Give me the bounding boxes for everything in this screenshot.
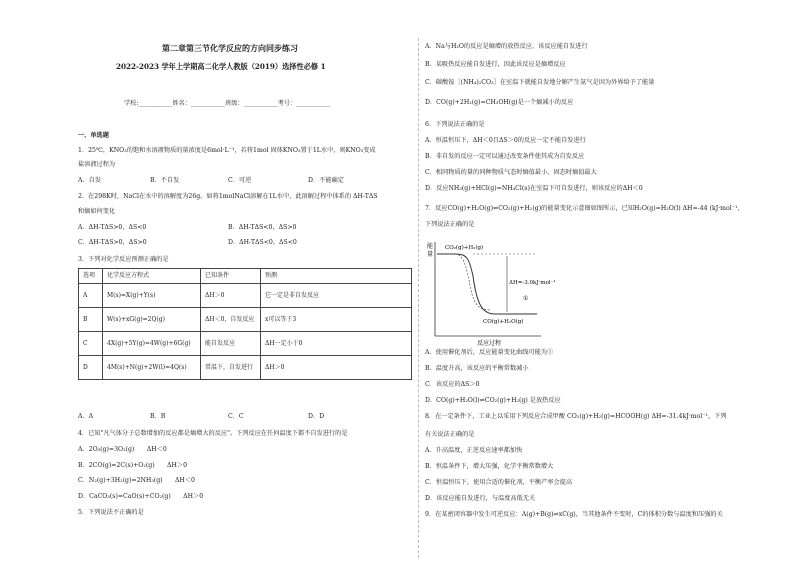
- q2-option-c: C．ΔH-TΔS>0，ΔS>0: [78, 239, 147, 246]
- q4-option-a: A．2O₃(g)=3O₂(g) ΔH＜0: [78, 446, 167, 453]
- q6-option-a: A．恒温恒压下，ΔH＜0且ΔS＞0的反应一定不能自发进行: [425, 137, 586, 144]
- q6-option-d: D．反应NH₃(g)+HCl(g)=NH₄Cl(s)在室温下可自发进行，则该反应的ΔH＜0: [425, 185, 643, 192]
- q5-option-a: A．Na与H₂O的反应是熵增的放热反应，该反应能自发进行: [425, 43, 588, 50]
- catalyst-curve: [455, 254, 491, 310]
- table-cell: B: [79, 308, 103, 332]
- section-heading: 一、单选题: [78, 132, 109, 139]
- y-axis-label-1: 能: [427, 243, 434, 250]
- top-level-label: CO₂(g)+H₂(g): [445, 245, 484, 251]
- table-cell: 能自发反应: [201, 332, 261, 356]
- q3-stem: 3．下列对化学反应预测正确的是: [78, 256, 169, 263]
- q5-option-b: B．某吸热反应能自发进行，因此该反应是熵增反应: [425, 61, 566, 68]
- q7-option-a: A．使用催化剂后，反应能量变化曲线可能为①: [425, 349, 554, 356]
- table-cell: C: [79, 332, 103, 356]
- page-title: 第二章第三节化学反应的方向同步练习: [162, 43, 298, 53]
- q1-option-d: D．不能确定: [308, 177, 344, 184]
- table-cell: ΔH＜0，自发反应: [201, 308, 261, 332]
- q8-option-b: B．恒温条件下，增大压强，化学平衡常数增大: [425, 463, 554, 470]
- q2-option-b: B．ΔH-TΔS<0，ΔS>0: [228, 224, 297, 231]
- table-cell: 常温下，自发进行: [201, 356, 261, 380]
- table-cell: ΔH＞0: [261, 356, 412, 380]
- table-row: [79, 356, 412, 380]
- student-info: 学校:___________姓名：___________班级：___________考号：___________: [124, 100, 331, 107]
- q5-stem: 5．下列说法不正确的是: [78, 509, 144, 516]
- x-axis-label: 反应过程: [477, 340, 502, 347]
- page-subtitle: 2022-2023 学年上学期高二化学人教版（2019）选择性必修 1: [116, 62, 326, 71]
- q7-option-c: C．该反应的ΔS＞0: [425, 381, 480, 388]
- q1-stem-line2: 盐溶液过程为: [78, 161, 116, 168]
- table-cell: A: [79, 284, 103, 308]
- q2-stem-line1: 2．在298K时，NaCl在水中的溶解度为26g。如将1molNaCl溶解在1L水中，此溶解过程中体系的 ΔH-TΔS: [78, 193, 378, 200]
- q3-table: [78, 268, 412, 380]
- q1-option-c: C．可逆: [228, 177, 252, 184]
- q5-option-c: C．碳酸铵［(NH₄)₂CO₃］在室温下就能自发地分解产生氨气是因为外界给予了能量: [425, 79, 655, 86]
- column-divider: [418, 38, 419, 558]
- q6-option-b: B．非自发的反应一定可以通过改变条件使其成为自发反应: [425, 153, 585, 160]
- q3-header-cell: 预测: [261, 269, 412, 284]
- table-cell: W(s)+xG(g)=2Q(g): [103, 308, 201, 332]
- table-row: [79, 332, 412, 356]
- q4-stem: 4．已知"凡气体分子总数增加的反应都是熵增大的反应"。下列反应在任何温度下都不自发进行的是: [78, 430, 348, 437]
- table-cell: 4M(s)+N(g)+2W(l)=4Q(s): [103, 356, 201, 380]
- table-cell: ΔH＞0: [201, 284, 261, 308]
- q6-option-c: C．相同物质的量的同种物质气态时熵值最小，固态时熵值最大: [425, 169, 597, 176]
- q5-option-d: D．CO(g)+2H₂(g)=CH₃OH(g)是一个熵减小的反应: [425, 99, 574, 106]
- q8-option-d: D．该反应能自发进行，与温度高低无关: [425, 495, 536, 502]
- q8-stem-line1: 8．在一定条件下，工业上以采用下列反应合成甲酸 CO₂(g)+H₂(g)=HCOOH(g) ΔH=-31.4kJ·mol⁻¹，下列: [425, 413, 727, 420]
- table-cell: M(s)=X(g)+Y(s): [103, 284, 201, 308]
- q2-option-a: A．ΔH-TΔS>0，ΔS<0: [78, 224, 147, 231]
- q3-header-cell: 已知条件: [201, 269, 261, 284]
- table-cell: x可以等于3: [261, 308, 412, 332]
- q2-option-d: D．ΔH-TΔS<0，ΔS<0: [228, 239, 297, 246]
- q1-option-b: B．不自发: [150, 177, 180, 184]
- energy-diagram: [425, 236, 556, 348]
- q9-stem-line1: 9．在某密闭容器中发生可逆反应：A(g)+B(g)⇌xC(g)，当其他条件不变时，C的体积分数与温度和压强的关: [425, 511, 723, 518]
- table-row: [79, 308, 412, 332]
- table-cell: 4X(g)+5Y(g)=4W(g)+6G(g): [103, 332, 201, 356]
- q7-option-d: D．CO(g)+H₂O(l)⇌CO₂(g)+H₂(g) 是放热反应: [425, 397, 561, 404]
- dh-label: ΔH=-3.0kJ·mol⁻¹: [509, 280, 556, 286]
- q7-stem-line1: 7．反应CO(g)+H₂O(g)⇌CO₂(g)+H₂(g)的能量变化示意图如图所示，已知H₂O(g)=H₂O(l) ΔH=-44 (kJ·mol⁻¹，: [425, 205, 744, 212]
- q2-stem-line2: 和熵如何变化: [78, 208, 116, 215]
- q3-option-a: A．A: [78, 413, 94, 420]
- q3-option-b: B．B: [150, 413, 166, 420]
- table-cell: 它一定是非自发反应: [261, 284, 412, 308]
- q4-option-b: B．2CO(g)=2C(s)+O₂(g) ΔH＞0: [78, 462, 188, 469]
- q7-stem-line2: 下列说法正确的是: [425, 221, 475, 228]
- q8-option-c: C．恒温恒压下，使用合适的催化剂，平衡产率会提高: [425, 479, 573, 486]
- table-cell: ΔH一定小于0: [261, 332, 412, 356]
- q1-option-a: A．自发: [78, 177, 102, 184]
- q3-header-cell: 化学反应方程式: [103, 269, 201, 284]
- q4-option-c: C．N₂(g)+3H₂(g)=2NH₃(g) ΔH＜0: [78, 477, 195, 484]
- q3-option-c: C．C: [228, 413, 244, 420]
- bottom-level-label: CO(g)+H₂O(g): [483, 319, 524, 325]
- table-row: [79, 284, 412, 308]
- table-cell: D: [79, 356, 103, 380]
- q3-table-header: [79, 269, 412, 284]
- q6-stem: 6．下列说法正确的是: [425, 121, 485, 128]
- q1-stem-line1: 1．25℃，KNO₃的饱和水溶液物质的量浓度是6mol·L⁻¹，若将1mol 固体KNO₃置于1L水中，则KNO₃变成: [78, 147, 376, 154]
- curve-mark: ①: [523, 295, 529, 302]
- y-axis-label-2: 量: [427, 251, 434, 258]
- q3-option-d: D．D: [308, 413, 325, 420]
- q8-stem-line2: 有关说法正确的是: [425, 431, 475, 438]
- q3-header-cell: 选项: [79, 269, 103, 284]
- q4-option-d: D．CaCO₃(s)=CaO(s)+CO₂(g) ΔH＞0: [78, 493, 204, 500]
- q8-option-a: A．升高温度，正逆反应速率都加快: [425, 447, 523, 454]
- q7-option-b: B．温度升高，该反应的平衡常数减小: [425, 365, 529, 372]
